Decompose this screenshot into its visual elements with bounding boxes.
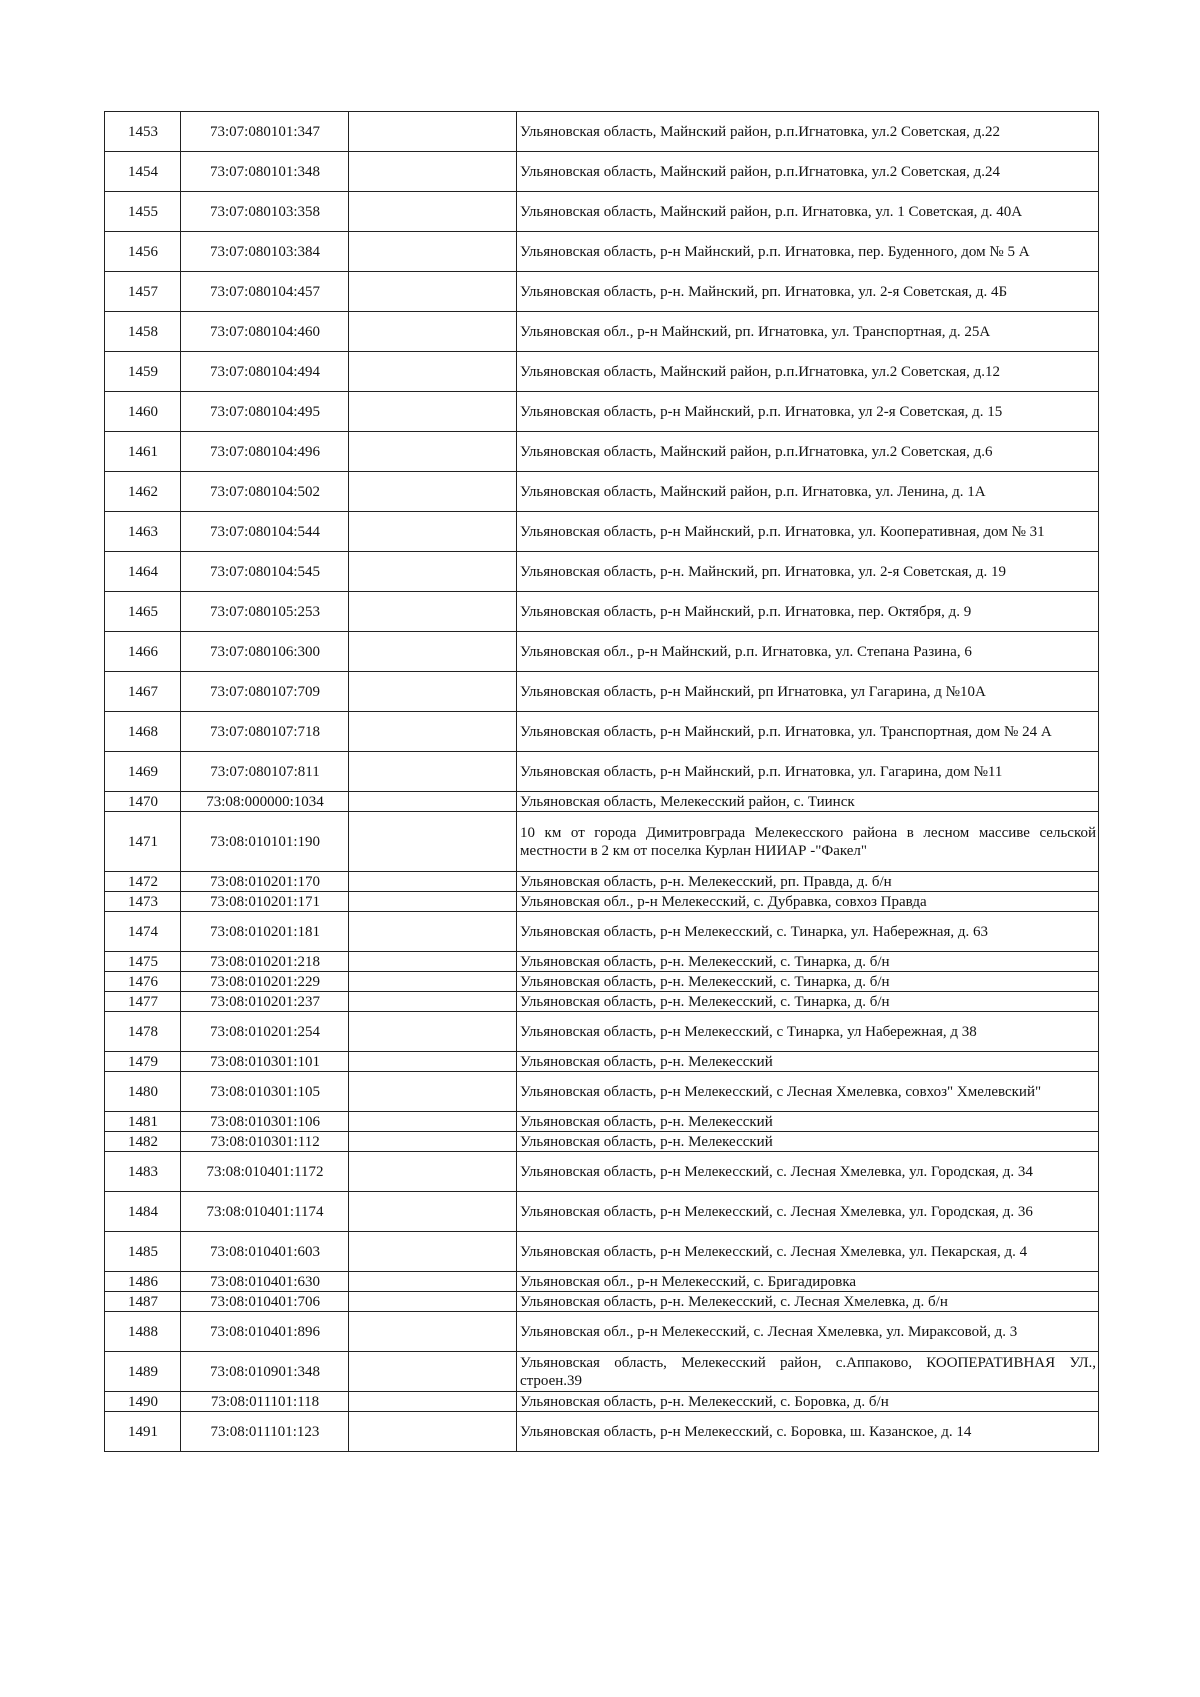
address: Ульяновская область, р-н Мелекесский, с Лесная Хмелевка, совхоз" Хмелевский": [517, 1072, 1099, 1112]
cadastral-number: 73:08:010401:1172: [181, 1152, 349, 1192]
address: Ульяновская обл., р-н Мелекесский, с. Лесная Хмелевка, ул. Мираксовой, д. 3: [517, 1312, 1099, 1352]
address: Ульяновская область, р-н Мелекесский, с. Лесная Хмелевка, ул. Пекарская, д. 4: [517, 1232, 1099, 1272]
cadastral-number: 73:08:010201:171: [181, 892, 349, 912]
address: Ульяновская область, р-н Майнский, р.п. Игнатовка, ул. Кооперативная, дом № 31: [517, 512, 1099, 552]
row-number: 1478: [105, 1012, 181, 1052]
cadastral-number: 73:07:080105:253: [181, 592, 349, 632]
row-number: 1456: [105, 232, 181, 272]
empty-cell: [349, 232, 517, 272]
cadastral-number: 73:07:080103:358: [181, 192, 349, 232]
empty-cell: [349, 872, 517, 892]
row-number: 1457: [105, 272, 181, 312]
row-number: 1459: [105, 352, 181, 392]
address: Ульяновская область, р-н Мелекесский, с. Лесная Хмелевка, ул. Городская, д. 34: [517, 1152, 1099, 1192]
cadastral-number: 73:07:080104:495: [181, 392, 349, 432]
table-row: [105, 1152, 1099, 1192]
table-row: [105, 1352, 1099, 1392]
empty-cell: [349, 972, 517, 992]
table-row: [105, 472, 1099, 512]
table-row: [105, 1052, 1099, 1072]
empty-cell: [349, 1192, 517, 1232]
table-row: [105, 152, 1099, 192]
table-row: [105, 752, 1099, 792]
table-row: [105, 1412, 1099, 1452]
address: Ульяновская область, Майнский район, р.п.Игнатовка, ул.2 Советская, д.12: [517, 352, 1099, 392]
address: Ульяновская область, р-н Майнский, р.п. Игнатовка, ул. Гагарина, дом №11: [517, 752, 1099, 792]
empty-cell: [349, 512, 517, 552]
row-number: 1474: [105, 912, 181, 952]
table-row: [105, 792, 1099, 812]
cadastral-number: 73:08:011101:118: [181, 1392, 349, 1412]
cadastral-number: 73:07:080104:494: [181, 352, 349, 392]
cadastral-number: 73:08:010301:106: [181, 1112, 349, 1132]
address: Ульяновская область, Майнский район, р.п. Игнатовка, ул. 1 Советская, д. 40А: [517, 192, 1099, 232]
address: Ульяновская область, Майнский район, р.п.Игнатовка, ул.2 Советская, д.22: [517, 112, 1099, 152]
address: Ульяновская область, р-н. Мелекесский, рп. Правда, д. б/н: [517, 872, 1099, 892]
empty-cell: [349, 1352, 517, 1392]
cadastral-number: 73:08:010201:170: [181, 872, 349, 892]
property-registry-table: [104, 111, 1099, 1452]
row-number: 1482: [105, 1132, 181, 1152]
table-row: [105, 872, 1099, 892]
table-row: [105, 812, 1099, 872]
row-number: 1476: [105, 972, 181, 992]
cadastral-number: 73:07:080104:545: [181, 552, 349, 592]
row-number: 1458: [105, 312, 181, 352]
address: Ульяновская область, р-н. Мелекесский: [517, 1112, 1099, 1132]
table-row: [105, 1272, 1099, 1292]
empty-cell: [349, 952, 517, 972]
cadastral-number: 73:07:080104:496: [181, 432, 349, 472]
table-row: [105, 952, 1099, 972]
row-number: 1485: [105, 1232, 181, 1272]
table-row: [105, 1392, 1099, 1412]
table-row: [105, 232, 1099, 272]
address: Ульяновская область, р-н. Мелекесский, с. Тинарка, д. б/н: [517, 972, 1099, 992]
table-row: [105, 1292, 1099, 1312]
address: Ульяновская область, р-н Мелекесский, с. Боровка, ш. Казанское, д. 14: [517, 1412, 1099, 1452]
cadastral-number: 73:07:080104:544: [181, 512, 349, 552]
address: Ульяновская область, р-н. Мелекесский: [517, 1052, 1099, 1072]
address: Ульяновская область, р-н. Майнский, рп. Игнатовка, ул. 2-я Советская, д. 19: [517, 552, 1099, 592]
table-row: [105, 1232, 1099, 1272]
empty-cell: [349, 1112, 517, 1132]
address: Ульяновская область, р-н Майнский, р.п. Игнатовка, ул 2-я Советская, д. 15: [517, 392, 1099, 432]
table-row: [105, 992, 1099, 1012]
row-number: 1479: [105, 1052, 181, 1072]
empty-cell: [349, 472, 517, 512]
row-number: 1472: [105, 872, 181, 892]
row-number: 1468: [105, 712, 181, 752]
registry-table-body: [105, 112, 1099, 1452]
row-number: 1470: [105, 792, 181, 812]
empty-cell: [349, 712, 517, 752]
empty-cell: [349, 352, 517, 392]
row-number: 1461: [105, 432, 181, 472]
cadastral-number: 73:08:010401:1174: [181, 1192, 349, 1232]
address: Ульяновская область, р-н Мелекесский, с. Тинарка, ул. Набережная, д. 63: [517, 912, 1099, 952]
table-row: [105, 892, 1099, 912]
row-number: 1464: [105, 552, 181, 592]
address: Ульяновская обл., р-н Майнский, р.п. Игнатовка, ул. Степана Разина, 6: [517, 632, 1099, 672]
address: Ульяновская область, р-н. Мелекесский, с. Тинарка, д. б/н: [517, 952, 1099, 972]
cadastral-number: 73:08:010401:896: [181, 1312, 349, 1352]
table-row: [105, 912, 1099, 952]
cadastral-number: 73:08:010201:218: [181, 952, 349, 972]
cadastral-number: 73:08:010401:630: [181, 1272, 349, 1292]
cadastral-number: 73:08:011101:123: [181, 1412, 349, 1452]
empty-cell: [349, 592, 517, 632]
address: Ульяновская область, р-н Майнский, р.п. Игнатовка, пер. Октября, д. 9: [517, 592, 1099, 632]
table-row: [105, 392, 1099, 432]
address: Ульяновская область, Майнский район, р.п.Игнатовка, ул.2 Советская, д.24: [517, 152, 1099, 192]
cadastral-number: 73:07:080107:811: [181, 752, 349, 792]
row-number: 1477: [105, 992, 181, 1012]
cadastral-number: 73:07:080101:348: [181, 152, 349, 192]
cadastral-number: 73:07:080101:347: [181, 112, 349, 152]
empty-cell: [349, 792, 517, 812]
address: Ульяновская обл., р-н Майнский, рп. Игнатовка, ул. Транспортная, д. 25А: [517, 312, 1099, 352]
table-row: [105, 632, 1099, 672]
table-row: [105, 192, 1099, 232]
address: Ульяновская область, р-н Мелекесский, с Тинарка, ул Набережная, д 38: [517, 1012, 1099, 1052]
row-number: 1454: [105, 152, 181, 192]
row-number: 1481: [105, 1112, 181, 1132]
cadastral-number: 73:08:010301:105: [181, 1072, 349, 1112]
table-row: [105, 312, 1099, 352]
table-row: [105, 712, 1099, 752]
table-row: [105, 1112, 1099, 1132]
row-number: 1473: [105, 892, 181, 912]
table-row: [105, 432, 1099, 472]
empty-cell: [349, 1272, 517, 1292]
empty-cell: [349, 1072, 517, 1112]
empty-cell: [349, 1392, 517, 1412]
row-number: 1490: [105, 1392, 181, 1412]
address: Ульяновская область, Мелекесский район, с. Тиинск: [517, 792, 1099, 812]
address: Ульяновская область, р-н. Мелекесский: [517, 1132, 1099, 1152]
empty-cell: [349, 1292, 517, 1312]
table-row: [105, 272, 1099, 312]
row-number: 1471: [105, 812, 181, 872]
row-number: 1460: [105, 392, 181, 432]
cadastral-number: 73:07:080104:457: [181, 272, 349, 312]
table-row: [105, 512, 1099, 552]
empty-cell: [349, 632, 517, 672]
row-number: 1462: [105, 472, 181, 512]
address: Ульяновская область, Мелекесский район, с.Аппаково, КООПЕРАТИВНАЯ УЛ., строен.39: [517, 1352, 1099, 1392]
empty-cell: [349, 672, 517, 712]
empty-cell: [349, 752, 517, 792]
table-row: [105, 1312, 1099, 1352]
address: Ульяновская область, р-н. Мелекесский, с. Тинарка, д. б/н: [517, 992, 1099, 1012]
empty-cell: [349, 312, 517, 352]
address: Ульяновская область, р-н Майнский, р.п. Игнатовка, пер. Буденного, дом № 5 А: [517, 232, 1099, 272]
empty-cell: [349, 1412, 517, 1452]
address: 10 км от города Димитровграда Мелекесского района в лесном массиве сельской местности в 2 км от поселка Курлан НИИАР -"Факел": [517, 812, 1099, 872]
cadastral-number: 73:08:010201:229: [181, 972, 349, 992]
cadastral-number: 73:08:010101:190: [181, 812, 349, 872]
empty-cell: [349, 992, 517, 1012]
row-number: 1488: [105, 1312, 181, 1352]
address: Ульяновская обл., р-н Мелекесский, с. Дубравка, совхоз Правда: [517, 892, 1099, 912]
cadastral-number: 73:07:080106:300: [181, 632, 349, 672]
address: Ульяновская область, р-н. Майнский, рп. Игнатовка, ул. 2-я Советская, д. 4Б: [517, 272, 1099, 312]
cadastral-number: 73:08:010201:181: [181, 912, 349, 952]
empty-cell: [349, 552, 517, 592]
row-number: 1455: [105, 192, 181, 232]
address: Ульяновская область, р-н. Мелекесский, с. Лесная Хмелевка, д. б/н: [517, 1292, 1099, 1312]
address: Ульяновская область, р-н Майнский, р.п. Игнатовка, ул. Транспортная, дом № 24 А: [517, 712, 1099, 752]
row-number: 1467: [105, 672, 181, 712]
address: Ульяновская область, Майнский район, р.п.Игнатовка, ул.2 Советская, д.6: [517, 432, 1099, 472]
row-number: 1484: [105, 1192, 181, 1232]
empty-cell: [349, 392, 517, 432]
empty-cell: [349, 272, 517, 312]
address: Ульяновская область, р-н. Мелекесский, с. Боровка, д. б/н: [517, 1392, 1099, 1412]
table-row: [105, 1192, 1099, 1232]
empty-cell: [349, 1312, 517, 1352]
row-number: 1469: [105, 752, 181, 792]
address: Ульяновская обл., р-н Мелекесский, с. Бригадировка: [517, 1272, 1099, 1292]
cadastral-number: 73:08:010301:101: [181, 1052, 349, 1072]
empty-cell: [349, 892, 517, 912]
table-row: [105, 1072, 1099, 1112]
row-number: 1483: [105, 1152, 181, 1192]
cadastral-number: 73:08:010301:112: [181, 1132, 349, 1152]
empty-cell: [349, 812, 517, 872]
cadastral-number: 73:08:010201:237: [181, 992, 349, 1012]
table-row: [105, 1132, 1099, 1152]
table-row: [105, 592, 1099, 632]
empty-cell: [349, 1012, 517, 1052]
address: Ульяновская область, р-н Майнский, рп Игнатовка, ул Гагарина, д №10А: [517, 672, 1099, 712]
cadastral-number: 73:07:080103:384: [181, 232, 349, 272]
row-number: 1453: [105, 112, 181, 152]
empty-cell: [349, 112, 517, 152]
empty-cell: [349, 1052, 517, 1072]
empty-cell: [349, 152, 517, 192]
cadastral-number: 73:07:080107:709: [181, 672, 349, 712]
table-row: [105, 672, 1099, 712]
table-row: [105, 972, 1099, 992]
cadastral-number: 73:07:080107:718: [181, 712, 349, 752]
table-row: [105, 112, 1099, 152]
row-number: 1486: [105, 1272, 181, 1292]
row-number: 1466: [105, 632, 181, 672]
row-number: 1465: [105, 592, 181, 632]
row-number: 1480: [105, 1072, 181, 1112]
cadastral-number: 73:08:010401:603: [181, 1232, 349, 1272]
empty-cell: [349, 432, 517, 472]
cadastral-number: 73:08:010401:706: [181, 1292, 349, 1312]
empty-cell: [349, 912, 517, 952]
table-row: [105, 352, 1099, 392]
row-number: 1487: [105, 1292, 181, 1312]
empty-cell: [349, 1152, 517, 1192]
cadastral-number: 73:07:080104:502: [181, 472, 349, 512]
row-number: 1463: [105, 512, 181, 552]
cadastral-number: 73:08:000000:1034: [181, 792, 349, 812]
address: Ульяновская область, р-н Мелекесский, с. Лесная Хмелевка, ул. Городская, д. 36: [517, 1192, 1099, 1232]
row-number: 1489: [105, 1352, 181, 1392]
table-row: [105, 1012, 1099, 1052]
table-row: [105, 552, 1099, 592]
empty-cell: [349, 1232, 517, 1272]
empty-cell: [349, 192, 517, 232]
cadastral-number: 73:08:010901:348: [181, 1352, 349, 1392]
empty-cell: [349, 1132, 517, 1152]
cadastral-number: 73:07:080104:460: [181, 312, 349, 352]
cadastral-number: 73:08:010201:254: [181, 1012, 349, 1052]
row-number: 1491: [105, 1412, 181, 1452]
address: Ульяновская область, Майнский район, р.п. Игнатовка, ул. Ленина, д. 1А: [517, 472, 1099, 512]
row-number: 1475: [105, 952, 181, 972]
